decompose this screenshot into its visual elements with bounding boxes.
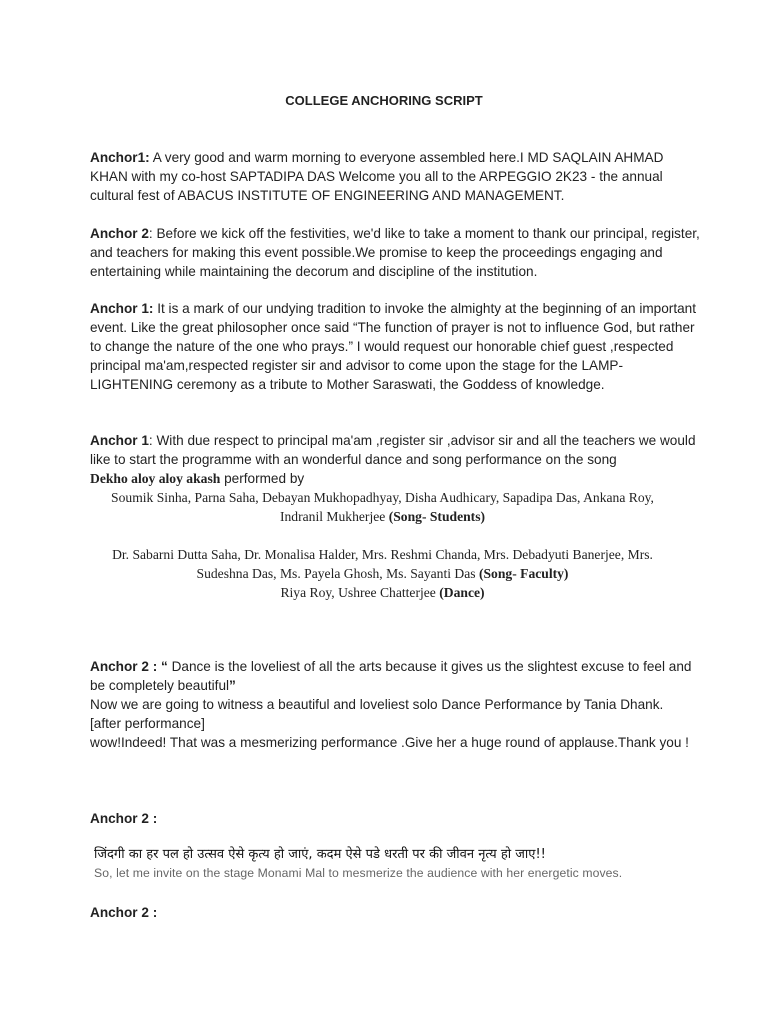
quote-end: ” (229, 678, 236, 693)
performers-faculty (90, 545, 675, 602)
page-title: COLLEGE ANCHORING SCRIPT (285, 93, 483, 108)
speaker-label: Anchor 2 (90, 226, 149, 241)
paragraph-anchor2-speaker (90, 809, 700, 828)
quote-text: Dance is the loveliest of all the arts because it gives us the slightest excuse to feel and be completely beautiful (90, 659, 692, 693)
students-tag: (Song- Students) (388, 509, 486, 524)
students-names-line2: Indranil Mukherjee (279, 509, 389, 524)
dance-tag: (Dance) (439, 585, 485, 600)
song-suffix: performed by (220, 471, 305, 486)
paragraph-line: wow!Indeed! That was a mesmerizing performance .Give her a huge round of applause.Thank you ! (90, 735, 689, 750)
students-names-line1: Soumik Sinha, Parna Saha, Debayan Mukhopadhyay, Disha Audhicary, Sapadipa Das, Ankana Roy, (111, 490, 654, 505)
song-title: Dekho aloy aloy akash (90, 471, 221, 486)
paragraph-anchor2-dance (90, 657, 700, 752)
paragraph-line: Now we are going to witness a beautiful and loveliest solo Dance Performance by Tania Dhank. (90, 697, 664, 712)
faculty-names-line2: Sudeshna Das, Ms. Payela Ghosh, Ms. Sayanti Das (196, 566, 479, 581)
hindi-verse: जिंदगी का हर पल हो उत्सव ऐसे कृत्य हो जाएं, कदम ऐसे पडे धरती पर की जीवन नृत्य हो जाए!! (94, 847, 546, 862)
paragraph-text: : With due respect to principal ma'am ,register sir ,advisor sir and all the teachers we would like to start the programme with an wonderful dance and song performance on the song (90, 433, 696, 467)
speaker-label: Anchor 1: (90, 301, 154, 316)
speaker-label: Anchor 2 : (90, 811, 158, 826)
paragraph-anchor1-song (90, 431, 700, 488)
speaker-label: Anchor 2 : (90, 905, 158, 920)
paragraph-text: : Before we kick off the festivities, we'd like to take a moment to thank our principal, register, and teachers for making this event possible.We promise to keep the proceedings engaging and entertaining while maintaining the decorum and discipline of the institution. (90, 226, 700, 279)
paragraph-line: [after performance] (90, 716, 205, 731)
speaker-label: Anchor 2 : “ (90, 659, 168, 674)
paragraph-text: It is a mark of our undying tradition to invoke the almighty at the beginning of an important event. Like the great philosopher once said “The function of prayer is not to influence God, but rather to change the nature of the one who prays.” I would request our honorable chief guest ,respected principal ma'am,respected register sir and advisor to come upon the stage for the LAMP-LIGHTENING ceremony as a tribute to Mother Saraswati, the Goddess of knowledge. (90, 301, 697, 392)
performers-students (90, 488, 675, 526)
paragraph-anchor1-lamp-lighting (90, 299, 700, 394)
paragraph-anchor2-final (90, 903, 700, 922)
dance-names: Riya Roy, Ushree Chatterjee (280, 585, 440, 600)
paragraph-anchor2-thanks (90, 224, 700, 281)
invite-line: So, let me invite on the stage Monami Mal to mesmerize the audience with her energetic moves. (94, 866, 623, 880)
paragraph-anchor1-welcome (90, 148, 700, 205)
paragraph-text: A very good and warm morning to everyone assembled here.I MD SAQLAIN AHMAD KHAN with my co-host SAPTADIPA DAS Welcome you all to the ARPEGGIO 2K23 - the annual cultural fest of ABACUS INSTITUTE OF ENGINEERING AND MANAGEMENT. (90, 150, 664, 203)
speaker-label: Anchor1: (90, 150, 150, 165)
faculty-names-line1: Dr. Sabarni Dutta Saha, Dr. Monalisa Halder, Mrs. Reshmi Chanda, Mrs. Debadyuti Banerjee, Mrs. (112, 547, 653, 562)
faculty-tag: (Song- Faculty) (478, 566, 569, 581)
speaker-label: Anchor 1 (90, 433, 149, 448)
